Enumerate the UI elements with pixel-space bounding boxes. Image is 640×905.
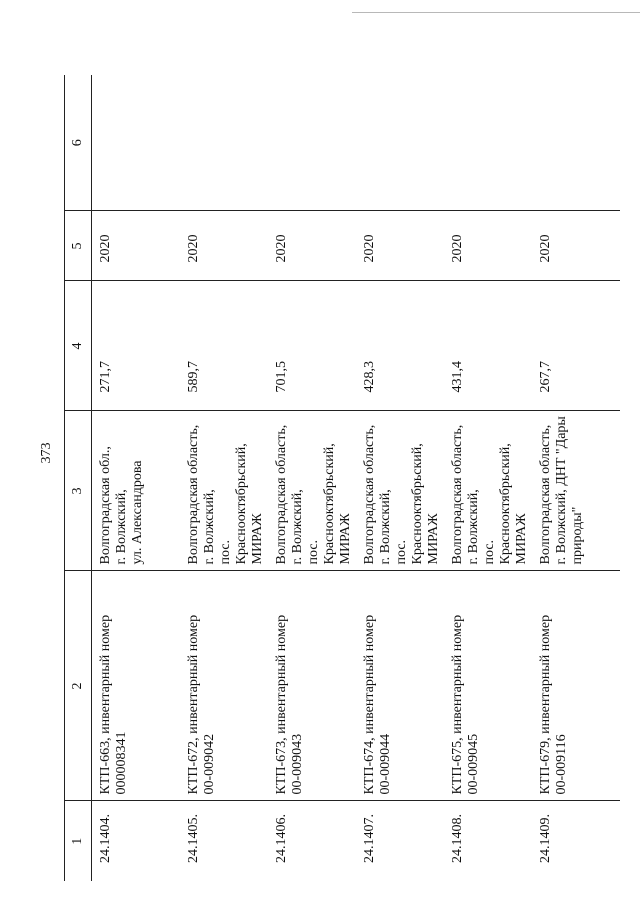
table-row [356,75,444,881]
object-year: 2020 [268,211,356,281]
object-address: Волгоградская область, г. Волжский, пос. Краснооктябрьский, МИРАЖ [444,411,532,571]
row-number: 24.1409. [538,814,553,863]
object-extra [268,75,356,211]
object-name: КТП-663, инвентарный номер 000008341 [92,571,181,801]
column-header: 3 [65,411,92,571]
table-row [532,75,620,881]
header-row [65,75,92,881]
row-number: 24.1405. [186,814,201,863]
row-number: 24.1406. [274,814,289,863]
object-name: КТП-679, инвентарный номер 00-009116 [532,571,620,801]
object-address: Волгоградская область, г. Волжский, ДНТ "Дары природы" [532,411,620,571]
object-value: 271,7 [92,281,181,411]
column-header: 2 [65,571,92,801]
object-name: КТП-674, инвентарный номер 00-009044 [356,571,444,801]
object-name: КТП-675, инвентарный номер 00-009045 [444,571,532,801]
object-address: Волгоградская область, г. Волжский, пос. Краснооктябрьский, МИРАЖ [356,411,444,571]
object-year: 2020 [180,211,268,281]
row-number: 24.1404. [98,814,113,863]
object-extra [532,75,620,211]
property-table [64,75,620,881]
table-row [268,75,356,881]
object-address: Волгоградская область, г. Волжский, пос. Краснооктябрьский, МИРАЖ [268,411,356,571]
object-extra [92,75,181,211]
object-name: КТП-673, инвентарный номер 00-009043 [268,571,356,801]
row-number: 24.1408. [450,814,465,863]
column-header: 5 [65,211,92,281]
object-year: 2020 [356,211,444,281]
object-extra [444,75,532,211]
object-value: 267,7 [532,281,620,411]
object-value: 589,7 [180,281,268,411]
object-address: Волгоградская обл., г. Волжский, ул. Александрова [92,411,181,571]
object-extra [356,75,444,211]
column-header: 1 [65,801,92,881]
row-number: 24.1407. [362,814,377,863]
column-header: 6 [65,75,92,211]
object-value: 701,5 [268,281,356,411]
table-row [444,75,532,881]
column-header: 4 [65,281,92,411]
object-year: 2020 [532,211,620,281]
object-name: КТП-672, инвентарный номер 00-009042 [180,571,268,801]
table-row [180,75,268,881]
object-value: 428,3 [356,281,444,411]
object-extra [180,75,268,211]
object-year: 2020 [92,211,181,281]
object-year: 2020 [444,211,532,281]
page-number: 373 [39,442,54,464]
object-address: Волгоградская область, г. Волжский, пос. Краснооктябрьский, МИРАЖ [180,411,268,571]
table-row [92,75,181,881]
object-value: 431,4 [444,281,532,411]
